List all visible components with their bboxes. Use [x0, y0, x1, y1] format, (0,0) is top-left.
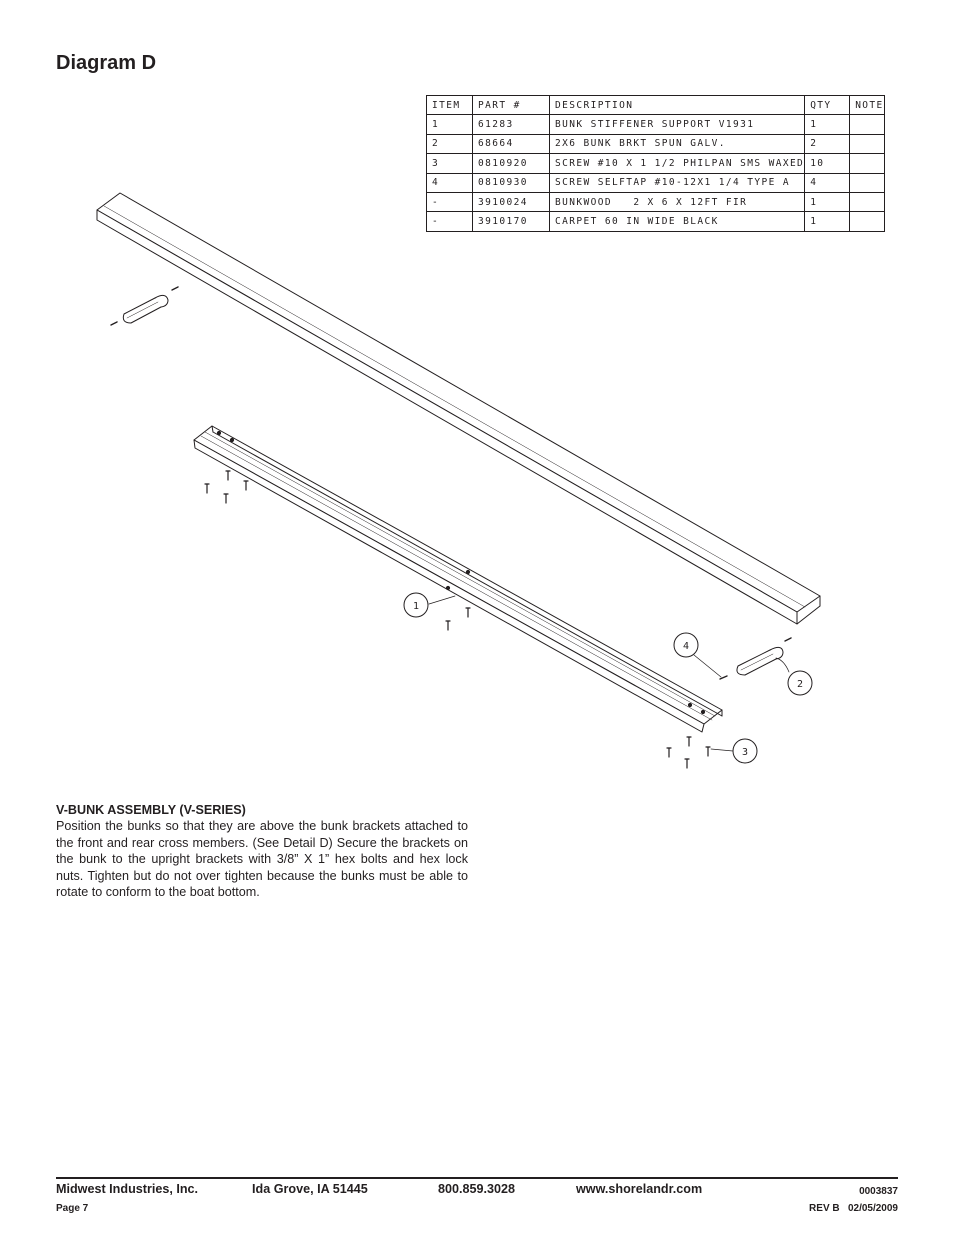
cell-item: 1 [427, 115, 473, 134]
cell-qty: 4 [805, 173, 850, 192]
callout-1 [404, 593, 455, 617]
cell-description: 2X6 BUNK BRKT SPUN GALV. [550, 134, 805, 153]
cell-item: - [427, 192, 473, 211]
callout-2 [776, 658, 812, 695]
cell-description: BUNK STIFFENER SUPPORT V1931 [550, 115, 805, 134]
cell-qty: 1 [805, 212, 850, 231]
cell-qty: 10 [805, 154, 850, 173]
callout-label-4: 4 [682, 641, 690, 652]
cell-item: 4 [427, 173, 473, 192]
callout-label-1: 1 [412, 601, 420, 612]
footer-doc-number: 0003837 [859, 1186, 898, 1197]
bunk-board [97, 193, 820, 624]
cell-part: 61283 [473, 115, 550, 134]
header-description: DESCRIPTION [550, 96, 805, 115]
cell-description: SCREW SELFTAP #10-12X1 1/4 TYPE A [550, 173, 805, 192]
footer-phone: 800.859.3028 [438, 1182, 516, 1196]
cell-description: SCREW #10 X 1 1/2 PHILPAN SMS WAXED [550, 154, 805, 173]
section-body: Position the bunks so that they are above the bunk brackets attached to the front and rear cross members. (See Detail D) Secure the brackets on the bunk to the upright brackets with 3/8” X 1” hex bolts and hex lock nuts. Tighten but do not over tighten because the bunks must be able to rotate to conform to the boat bottom. [56, 819, 468, 900]
footer-website: www.shorelandr.com [576, 1182, 703, 1196]
callout-label-2: 2 [796, 679, 804, 690]
cell-description: BUNKWOOD 2 X 6 X 12FT FIR [550, 192, 805, 211]
cell-item: 2 [427, 134, 473, 153]
bunk-bracket-right [737, 647, 783, 675]
callout-label-3: 3 [741, 747, 749, 758]
footer-company: Midwest Industries, Inc. [56, 1182, 199, 1196]
footer-page-number: Page 7 [56, 1203, 89, 1214]
cell-item: 3 [427, 154, 473, 173]
cell-qty: 1 [805, 192, 850, 211]
cell-qty: 1 [805, 115, 850, 134]
cell-part: 3910170 [473, 212, 550, 231]
header-item: ITEM [427, 96, 473, 115]
cell-part: 0810930 [473, 173, 550, 192]
cell-description: CARPET 60 IN WIDE BLACK [550, 212, 805, 231]
bunk-bracket-left [123, 295, 168, 323]
footer-location: Ida Grove, IA 51445 [252, 1182, 368, 1196]
cell-part: 68664 [473, 134, 550, 153]
cell-part: 3910024 [473, 192, 550, 211]
cell-qty: 2 [805, 134, 850, 153]
cell-item: - [427, 212, 473, 231]
section-heading: V-BUNK ASSEMBLY (V-SERIES) [56, 803, 246, 817]
screws-item-4 [111, 287, 791, 679]
header-note: NOTE [850, 96, 884, 115]
header-qty: QTY [805, 96, 850, 115]
footer-divider [56, 1177, 898, 1179]
callout-4 [674, 633, 721, 677]
header-part: PART # [473, 96, 550, 115]
cell-part: 0810920 [473, 154, 550, 173]
page-title: Diagram D [56, 52, 157, 74]
stiffener-channel [194, 426, 722, 732]
v-bunk-assembly-section [56, 802, 468, 900]
callout-3 [711, 739, 757, 763]
footer-revision: REV B 02/05/2009 [809, 1203, 898, 1214]
